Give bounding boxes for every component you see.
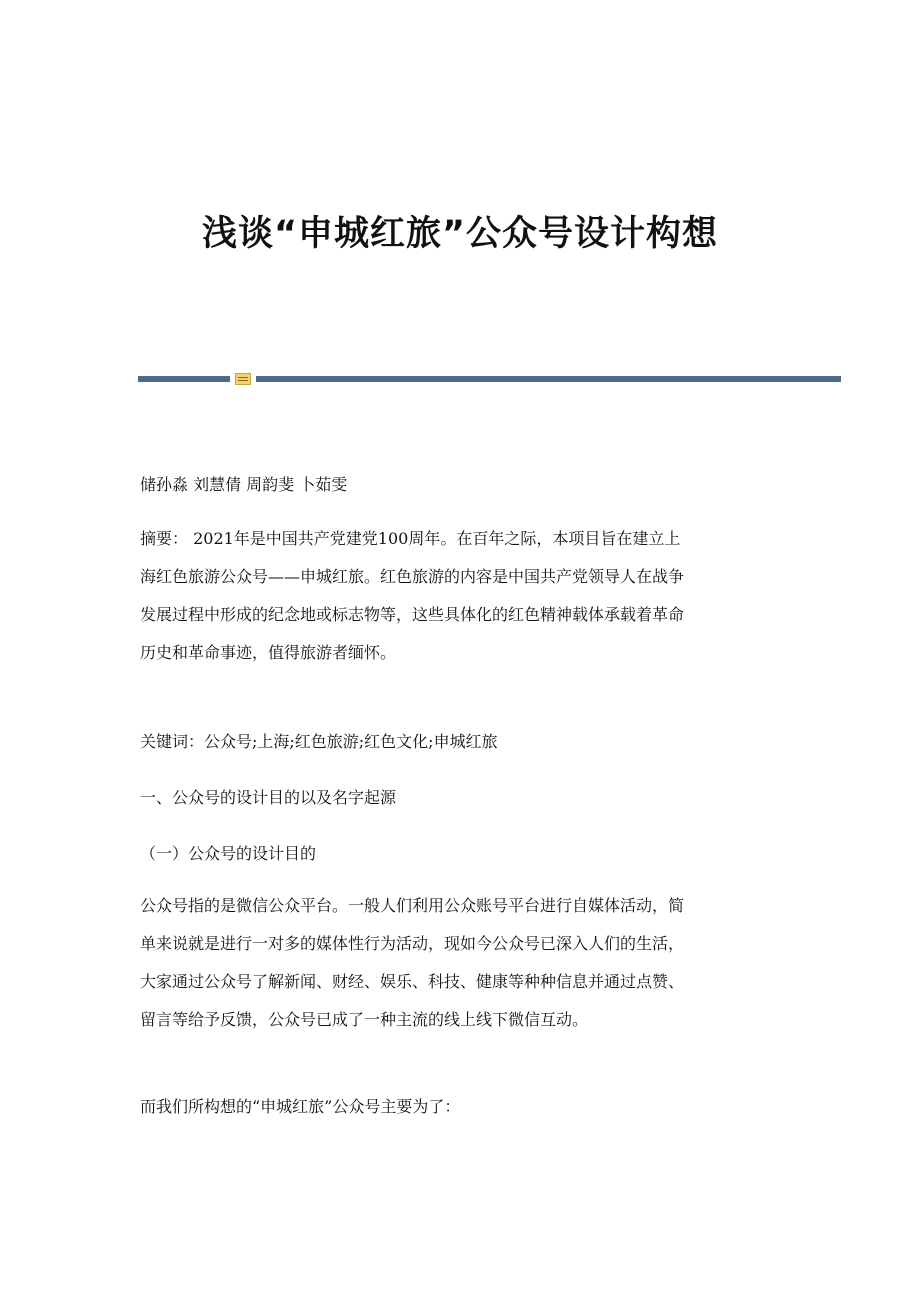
abstract-line: 发展过程中形成的纪念地或标志物等，这些具体化的红色精神载体承载着革命: [140, 605, 685, 624]
document-title: 浅谈“申城红旅”公众号设计构想: [201, 214, 718, 254]
body-paragraph: [140, 887, 772, 1039]
authors: 储孙淼 刘慧倩 周韵斐 卜茹雯: [140, 475, 348, 494]
title-divider: [138, 373, 841, 385]
divider-bar-left: [138, 376, 230, 382]
section-heading: 一、公众号的设计目的以及名字起源: [140, 788, 397, 807]
closing-line: 而我们所构想的“申城红旅”公众号主要为了：: [140, 1097, 461, 1116]
subsection-heading: （一）公众号的设计目的: [140, 844, 317, 863]
keywords: 关键词：公众号;上海;红色旅游;红色文化;申城红旅: [140, 732, 498, 751]
paragraph-line: 单来说就是进行一对多的媒体性行为活动，现如今公众号已深入人们的生活，: [140, 934, 685, 953]
divider-emblem-icon: [235, 373, 251, 385]
divider-bar-right: [256, 376, 841, 382]
paragraph-line: 公众号指的是微信公众平台。一般人们利用公众账号平台进行自媒体活动，简: [140, 896, 685, 915]
paragraph-line: 大家通过公众号了解新闻、财经、娱乐、科技、健康等种种信息并通过点赞、: [140, 972, 685, 991]
paragraph-line: 留言等给予反馈，公众号已成了一种主流的线上线下微信互动。: [140, 1010, 589, 1029]
abstract-line: 历史和革命事迹，值得旅游者缅怀。: [140, 643, 397, 662]
abstract-line: 摘要： 2021年是中国共产党建党100周年。在百年之际，本项目旨在建立上: [140, 529, 681, 548]
abstract-line: 海红色旅游公众号——申城红旅。红色旅游的内容是中国共产党领导人在战争: [140, 567, 685, 586]
abstract: [140, 520, 772, 672]
